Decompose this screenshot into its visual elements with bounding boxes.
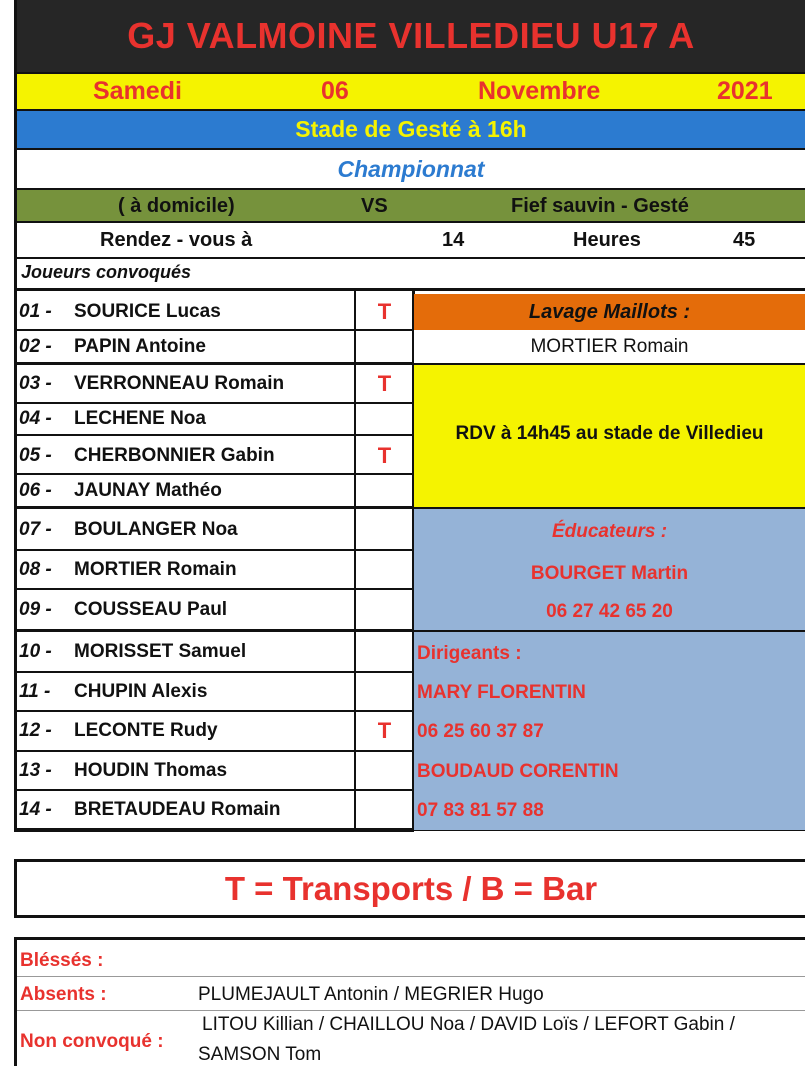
player-number: 06 -: [19, 479, 52, 501]
transport-mark: [356, 550, 413, 589]
home-away-label: ( à domicile): [118, 195, 235, 217]
managers-panel: [414, 632, 805, 830]
player-name: CHUPIN Alexis: [74, 680, 208, 702]
player-row: [17, 711, 354, 751]
player-number: 07 -: [19, 518, 52, 540]
player-number: 08 -: [19, 558, 52, 580]
player-name: MORTIER Romain: [74, 558, 237, 580]
transport-mark: [356, 509, 413, 550]
player-name: COUSSEAU Paul: [74, 598, 228, 620]
player-row: [17, 474, 354, 507]
player-name: SOURICE Lucas: [74, 301, 221, 322]
player-number: 03 -: [19, 373, 52, 394]
player-name: BRETAUDEAU Romain: [74, 799, 281, 820]
not-selected-line1: LITOU Killian / CHAILLOU Noa / DAVID Loïs / LEFORT Gabin /: [202, 1014, 735, 1035]
transport-mark: T: [377, 299, 392, 324]
coaches-panel: [414, 509, 805, 630]
player-name: LECHENE Noa: [74, 408, 206, 429]
player-name: HOUDIN Thomas: [74, 759, 228, 781]
player-row: [17, 550, 354, 589]
vs-label: VS: [361, 195, 388, 217]
player-number: 09 -: [19, 598, 52, 620]
transport-mark: T: [377, 442, 392, 468]
transport-mark: [356, 403, 413, 435]
player-name: LECONTE Rudy: [74, 720, 218, 741]
transport-mark: [356, 672, 413, 711]
match-row: [14, 188, 805, 223]
transport-mark: T: [377, 371, 392, 396]
rdv-label: Rendez - vous à: [100, 229, 253, 251]
date-month: Novembre: [478, 77, 601, 105]
not-selected-label: Non convoqué :: [20, 1031, 164, 1052]
player-row: [17, 672, 354, 711]
player-number: 13 -: [19, 759, 52, 781]
player-number: 04 -: [19, 408, 52, 429]
transport-mark: [356, 330, 413, 363]
player-row: [17, 330, 354, 363]
date-year: 2021: [717, 77, 773, 105]
player-row: [17, 437, 354, 474]
player-name: VERRONNEAU Romain: [74, 373, 285, 394]
transport-mark: [356, 751, 413, 790]
transport-mark: [356, 589, 413, 630]
team-title: GJ VALMOINE VILLEDIEU U17 A: [14, 0, 805, 72]
manager-line: BOUDAUD CORENTIN: [417, 761, 619, 782]
jersey-wash-heading: Lavage Maillots :: [414, 294, 805, 330]
manager-line: 07 83 81 57 88: [417, 800, 544, 821]
player-name: JAUNAY Mathéo: [74, 479, 222, 501]
player-number: 01 -: [19, 301, 52, 322]
day-label: Samedi: [93, 77, 182, 105]
player-row: [17, 751, 354, 790]
transport-mark: [356, 474, 413, 507]
date-day: 06: [321, 77, 349, 105]
jersey-wash-name: MORTIER Romain: [414, 330, 805, 363]
player-row: [17, 403, 354, 435]
player-row: [17, 294, 354, 330]
meeting-note: RDV à 14h45 au stade de Villedieu: [414, 365, 805, 507]
absence-info: [14, 937, 805, 1066]
managers-heading: Dirigeants :: [417, 643, 522, 664]
players-heading: Joueurs convoqués: [14, 259, 805, 291]
not-selected-line2: SAMSON Tom: [198, 1044, 322, 1065]
absent-value: PLUMEJAULT Antonin / MEGRIER Hugo: [198, 984, 544, 1005]
player-row: [17, 365, 354, 403]
player-number: 12 -: [19, 720, 52, 741]
player-name: CHERBONNIER Gabin: [74, 444, 275, 466]
player-number: 10 -: [19, 641, 52, 662]
player-number: 14 -: [19, 799, 52, 820]
rendezvous-row: [14, 223, 805, 259]
manager-line: MARY FLORENTIN: [417, 682, 586, 703]
player-row: [17, 790, 354, 830]
opponent-name: Fief sauvin - Gesté: [511, 195, 689, 217]
transport-mark: [356, 632, 413, 672]
player-name: BOULANGER Noa: [74, 518, 238, 540]
rdv-hour: 14: [442, 229, 465, 251]
player-name: MORISSET Samuel: [74, 641, 247, 662]
transport-mark: T: [377, 718, 392, 743]
player-row: [17, 632, 354, 672]
stadium-row: Stade de Gesté à 16h: [14, 109, 805, 148]
player-number: 05 -: [19, 444, 52, 466]
player-number: 02 -: [19, 335, 52, 357]
injured-label: Bléssés :: [20, 950, 104, 971]
player-row: [17, 509, 354, 550]
legend-box: T = Transports / B = Bar: [14, 859, 805, 918]
rdv-minutes: 45: [733, 229, 756, 251]
rdv-hour-label: Heures: [573, 229, 641, 251]
transport-mark: [356, 790, 413, 830]
player-row: [17, 589, 354, 630]
coach-name: BOURGET Martin: [530, 563, 689, 584]
manager-line: 06 25 60 37 87: [417, 721, 544, 742]
coaches-heading: Éducateurs :: [551, 521, 668, 542]
competition-row: Championnat: [14, 148, 805, 188]
date-row: [14, 72, 805, 109]
absent-label: Absents :: [20, 984, 107, 1005]
coach-phone: 06 27 42 65 20: [546, 601, 673, 622]
player-number: 11 -: [19, 680, 51, 702]
player-name: PAPIN Antoine: [74, 335, 206, 357]
